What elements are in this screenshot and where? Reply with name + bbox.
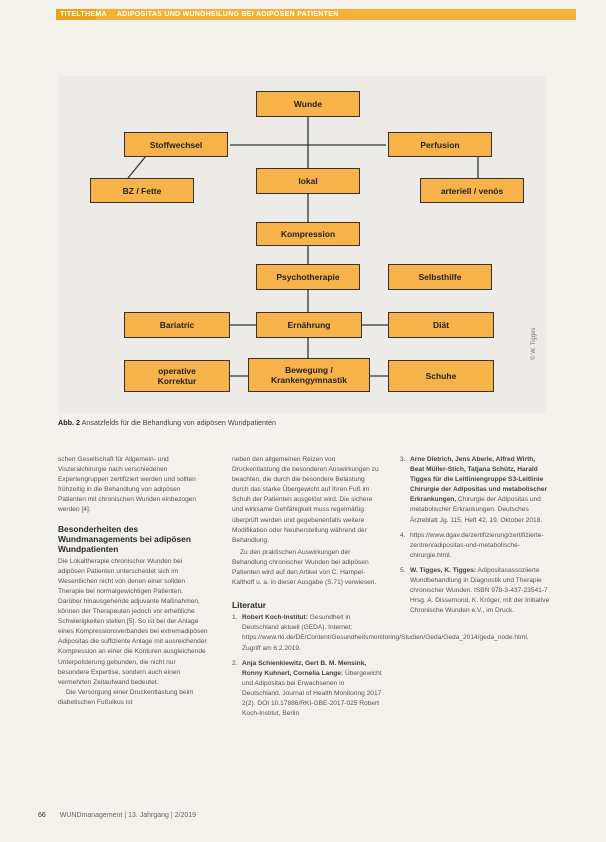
node-stoffwechsel: [124, 132, 228, 157]
header-line: [60, 9, 339, 20]
journal-info: WUNDmanagement | 13. Jahrgang | 2/2019: [59, 812, 197, 819]
reference-1: [232, 613, 529, 653]
node-bariatric: [124, 312, 230, 338]
reference-1-author: Robert Koch-Institut:: [242, 614, 308, 622]
node-kompression: [256, 222, 360, 246]
node-bewegung: [248, 358, 370, 392]
reference-5: [400, 566, 550, 616]
reference-2-text: Übergewicht und Adipositas bei Erwachsenen in Deutschland. Journal of Health Monitoring 2017 2(2). DOI 10.17886/RKI-GBE-2017-025 Robert Koch-Institut, Berlin: [242, 669, 382, 718]
figure-caption: [58, 418, 546, 427]
node-lokal: [256, 168, 360, 194]
reference-4-number: 4.: [400, 531, 406, 539]
node-bz-fette: [90, 178, 194, 203]
column-1: [58, 455, 208, 708]
node-ernaehrung: [256, 312, 362, 338]
node-psychotherapie: [256, 264, 360, 290]
col1-paragraph-1: Die Lokaltherapie chronischer Wunden bei adipösen Patienten unterscheidet sich im Wesentlichen nicht von denen einer soliden Therapie bei normalgewichtigen Patienten. Darüber hinausgehende adjuvante Maßnahmen, können der Therapeuten jedoch vor erhebliche Schwierigkeiten stellen [5]. So ist bei der Anlage eines Kompressionsverbandes bei extremadipösen Adipositas die suffiziente Anlage mit ausreichender Kompression an einer die Konturen ausgleichende Unterpolsterung gebunden, die nicht nur besondere Expertise, sondern auch einen vermehrten Zeitaufwand bedeutet.: [58, 557, 208, 686]
node-bz-fette-label: BZ / Fette: [122, 185, 162, 196]
node-bariatric-label: Bariatric: [159, 320, 195, 330]
section-heading: Besonderheiten des Wundmanagements bei adipösen Wundpatienten: [58, 523, 191, 554]
header-title: ADIPOSITAS UND WUNDHEILUNG BEI ADIPÖSEN PATIENTEN: [116, 11, 339, 18]
node-perfusion: [388, 132, 492, 157]
node-wunde: [256, 91, 360, 117]
figure-diagram: [58, 76, 546, 413]
node-operative-korrektur: [124, 360, 230, 392]
reference-3-author: Arne Dietrich, Jens Aberle, Alfred Wirth, Beat Müller-Stich, Tatjana Schütz, Harald Tigges für die Leitliniengruppe S3-Leitlinie Chirurgie der Adipositas und metabolischer Erkrankungen,: [410, 456, 548, 504]
reference-4-link[interactable]: https://www.dgav.de/zertifizierung/zertifizierte-zentren/adipositas-und-metabolische-chirurgie.html.: [410, 531, 544, 559]
page-footer: [38, 812, 196, 819]
reference-3: [400, 455, 550, 526]
node-stoffwechsel-label: Stoffwechsel: [149, 139, 203, 150]
node-psychotherapie-label: Psychotherapie: [276, 272, 340, 282]
col1-paragraph-2: Die Versorgung einer Druckentlastung beim diabetischen Fußulkus ist: [58, 688, 194, 706]
page-number: 66: [38, 812, 46, 819]
node-kompression-label: Kompression: [280, 229, 336, 239]
reference-2: [232, 659, 382, 720]
node-schuhe: [388, 360, 494, 392]
caption-text: Ansatzfelds für die Behandlung von adipösen Wundpatienten: [81, 418, 277, 427]
node-selbsthilfe: [388, 264, 492, 290]
column-3: [400, 455, 550, 621]
line-stoff-bz: [128, 156, 146, 178]
reference-5-number: 5.: [400, 566, 406, 574]
literature-heading: Literatur: [232, 600, 266, 611]
reference-2-number: 2.: [232, 659, 238, 667]
reference-1-number: 1.: [232, 614, 238, 622]
node-wunde-label: Wunde: [293, 99, 323, 109]
node-perfusion-label: Perfusion: [420, 139, 460, 150]
node-ernaehrung-label: Ernährung: [287, 320, 331, 330]
node-arteriell: [420, 178, 524, 203]
node-schuhe-label: Schuhe: [425, 371, 457, 381]
node-selbsthilfe-label: Selbsthilfe: [418, 272, 462, 282]
reference-4: [400, 531, 550, 561]
node-operative-label: operative Korrektur: [157, 366, 197, 386]
node-arteriell-label: arteriell / venös: [440, 185, 504, 196]
caption-label: Abb. 2: [58, 418, 80, 427]
col1-intro: schen Gesellschaft für Allgemein- und Viszeralchirurgie nach verschiedenen Expertengruppen zertifiziert werden und sollten frühzeitig in die Behandlung von adipösen Patienten mit chronischen Wunden einbezogen werden [4].: [58, 456, 197, 514]
figure-credit: © W. Tigges: [531, 327, 537, 360]
node-diaet-label: Diät: [432, 320, 450, 330]
node-bewegung-label: Bewegung / Krankengymnastik: [270, 365, 348, 385]
node-diaet: [388, 312, 494, 338]
reference-3-text: Chirurgie der Adipositas und metabolischer Erkrankungen. Deutsches Ärzteblatt Jg. 115, Heft 42, 19. Oktober 2018.: [410, 496, 543, 524]
reference-1-text: Gesundheit in Deutschland aktuell (GEDA). Internet: https://www.rki.de/DE/Content/Gesundheitsmonitoring/Studien/Geda/Geda_2014/geda_node.html. Zugriff am 6.2.2019.: [242, 614, 529, 652]
reference-5-author: W. Tigges, K. Tigges:: [410, 566, 477, 574]
col2-paragraph-1: neben den allgemeinen Reizen von Druckentlastung die besonderen Auswirkungen zu beachten, die durch die besondere Belastung durch das starke Übergewicht auf Ihren Fuß im Schuh der Patienten ausgelöst wird. Die sichere und wirksame Gehfähigkeit muss regelmäßig überprüft werden und gegebenenfalls weitere Modifikation oder Neuherstellung während der Behandlung.: [232, 456, 379, 544]
col2-paragraph-2: Zu den praktischen Auswirkungen der Behandlung chronischer Wunden bei adipösen Patienten wird auf den Artikel von C. Hampel-Kalthoff u. a. in dieser Ausgabe (S.71) verwiesen.: [232, 548, 377, 587]
header-tag: TITELTHEMA: [60, 11, 107, 18]
node-lokal-label: lokal: [298, 176, 318, 186]
reference-3-number: 3.: [400, 456, 406, 463]
reference-5-text: Adipositasassoziierte Wundbehandlung in Diagnostik und Therapie chronischer Wunden. ISBN 978-3-437-23541-7 Hrsg. A. Dissemond, K. Kröger, mit der Initiative Chronische Wunden e.V., im Druck.: [410, 566, 550, 615]
reference-2-author: Anja Schienkiewitz, Gert B. M. Mensink, Ronny Kuhnert, Cornelia Lange:: [242, 659, 367, 677]
